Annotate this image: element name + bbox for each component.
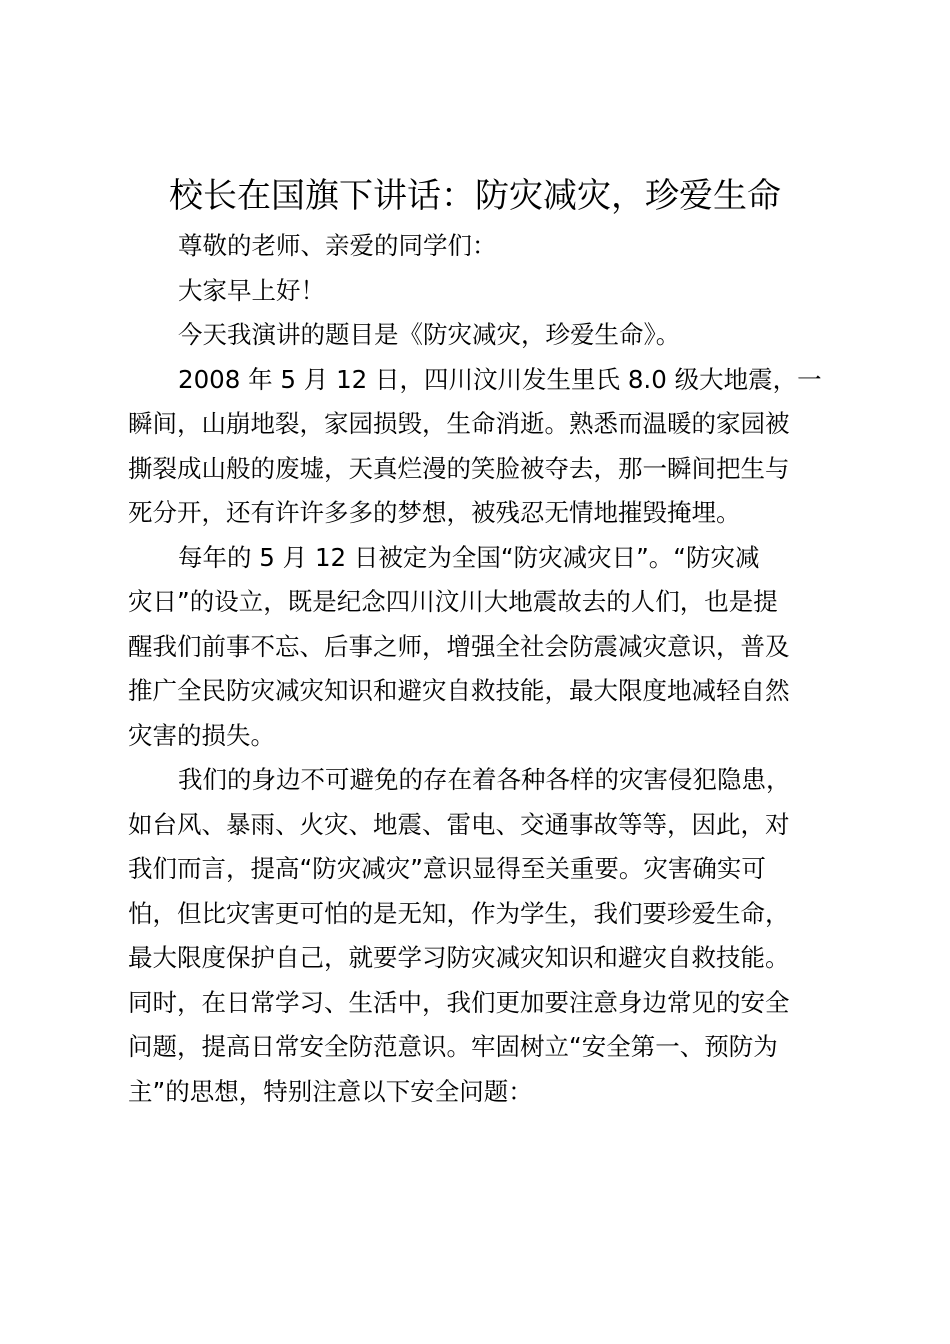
paragraph-good-morning bbox=[128, 269, 836, 314]
text-line: 推广全民防灾减灾知识和避灾自救技能，最大限度地减轻自然 bbox=[128, 676, 790, 705]
paragraph-topic bbox=[128, 313, 836, 358]
text-line: 每年的 5 月 12 日被定为全国“防灾减灾日”。“防灾减 bbox=[178, 542, 760, 572]
text-line: 瞬间，山崩地裂，家园损毁，生命消逝。熟悉而温暖的家园被 bbox=[128, 409, 790, 438]
text-line: 问题，提高日常安全防范意识。牢固树立“安全第一、预防为 bbox=[128, 1032, 778, 1061]
paragraph-disaster-day bbox=[128, 536, 836, 759]
paragraph-greeting bbox=[128, 224, 836, 269]
text-line: 主”的思想，特别注意以下安全问题： bbox=[128, 1076, 533, 1106]
paragraph-safety bbox=[128, 758, 836, 1114]
text-line: 醒我们前事不忘、后事之师，增强全社会防震减灾意识，普及 bbox=[128, 631, 790, 661]
text-line: 撕裂成山般的废墟，天真烂漫的笑脸被夺去，那一瞬间把生与 bbox=[128, 453, 790, 483]
document-body bbox=[128, 224, 836, 1114]
text-line: 同时，在日常学习、生活中，我们更加要注意身边常见的安全 bbox=[128, 987, 790, 1017]
text-line: 灾日”的设立，既是纪念四川汶川大地震故去的人们，也是提 bbox=[128, 587, 778, 616]
text-line: 尊敬的老师、亲爱的同学们： bbox=[178, 231, 497, 260]
text-line: 我们而言，提高“防灾减灾”意识显得至关重要。灾害确实可 bbox=[128, 854, 766, 883]
text-line: 2008 年 5 月 12 日，四川汶川发生里氏 8.0 级大地震，一 bbox=[178, 364, 822, 394]
text-line: 死分开，还有许许多多的梦想，被残忍无情地摧毁掩埋。 bbox=[128, 498, 741, 527]
text-line: 大家早上好！ bbox=[178, 275, 325, 305]
text-line: 最大限度保护自己，就要学习防灾减灾知识和避灾自救技能。 bbox=[128, 943, 790, 972]
text-line: 如台风、暴雨、火灾、地震、雷电、交通事故等等，因此，对 bbox=[128, 809, 790, 839]
text-line: 灾害的损失。 bbox=[128, 720, 275, 750]
text-line: 我们的身边不可避免的存在着各种各样的灾害侵犯隐患， bbox=[178, 765, 791, 794]
text-line: 今天我演讲的题目是《防灾减灾，珍爱生命》。 bbox=[178, 320, 681, 349]
document-title: 校长在国旗下讲话：防灾减灾，珍爱生命 bbox=[169, 176, 781, 216]
paragraph-earthquake bbox=[128, 358, 836, 536]
text-line: 怕，但比灾害更可怕的是无知，作为学生，我们要珍爱生命， bbox=[128, 898, 790, 928]
